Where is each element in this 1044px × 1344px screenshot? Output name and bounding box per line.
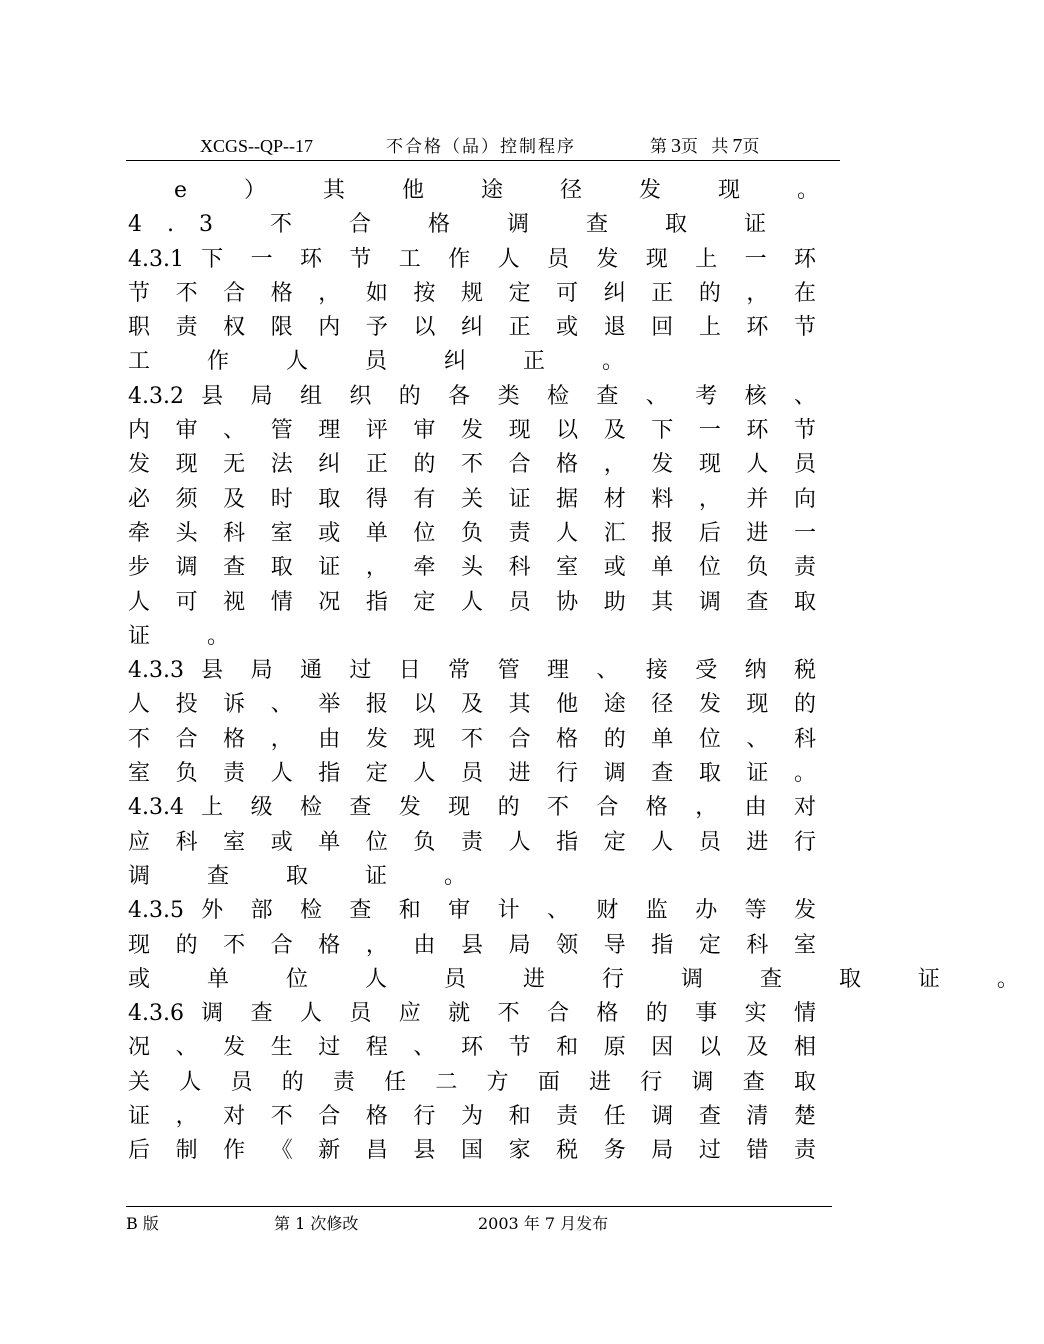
text-line: 节 不 合 格 ， 如 按 规 定 可 纠 正 的 ， 在: [128, 280, 816, 306]
document-title: 不合格（品）控制程序: [386, 137, 576, 157]
release-date: 2003 年 7 月发布: [478, 1214, 609, 1233]
edition-label: B 版: [126, 1214, 159, 1233]
text-line: 4.3.3 县 局 通 过 日 常 管 理 、 接 受 纳 税: [128, 658, 816, 684]
text-line: 发 现 无 法 纠 正 的 不 合 格 ， 发 现 人 员: [128, 452, 816, 478]
text-line: 步 调 查 取 证 ， 牵 头 科 室 或 单 位 负 责: [128, 555, 816, 581]
page-total: 7: [732, 135, 743, 157]
text-line: 牵 头 科 室 或 单 位 负 责 人 汇 报 后 进 一: [128, 520, 816, 546]
text-line: 不 合 格 ， 由 发 现 不 合 格 的 单 位 、 科: [128, 726, 816, 752]
text-line: 4.3.2 县 局 组 织 的 各 类 检 查 、 考 核 、: [128, 383, 816, 409]
page-mid: 页 共: [681, 137, 733, 157]
page-current: 3: [671, 135, 681, 157]
text-line: 职 责 权 限 内 予 以 纠 正 或 退 回 上 环 节: [128, 315, 816, 341]
text-line: 工 作 人 员 纠 正 。: [128, 349, 649, 375]
text-line: 证 ， 对 不 合 格 行 为 和 责 任 调 查 清 楚: [128, 1104, 816, 1130]
document-code: XCGS--QP--17: [200, 136, 314, 156]
text-line: 关 人 员 的 责 任 二 方 面 进 行 调 查 取: [128, 1069, 816, 1095]
text-line: 4.3.5 外 部 检 查 和 审 计 、 财 监 办 等 发: [128, 898, 816, 924]
text-line: 4.3.6 调 查 人 员 应 就 不 合 格 的 事 实 情: [128, 1001, 816, 1027]
text-line: e ） 其 他 途 径 发 现 。: [174, 178, 844, 203]
text-line: 室 负 责 人 指 定 人 员 进 行 调 查 取 证 。: [128, 761, 816, 787]
text-line: 应 科 室 或 单 位 负 责 人 指 定 人 员 进 行: [128, 829, 816, 855]
text-line: 4.3.1 下 一 环 节 工 作 人 员 发 现 上 一 环: [128, 246, 816, 272]
text-line: 证 。: [128, 623, 254, 649]
page-suffix: 页: [742, 137, 764, 157]
text-line: 后 制 作 《 新 昌 县 国 家 税 务 局 过 错 责: [128, 1138, 816, 1164]
text-line: 况 、 发 生 过 程 、 环 节 和 原 因 以 及 相: [128, 1035, 816, 1061]
page-footer: [126, 1206, 832, 1237]
text-line: 或 单 位 人 员 进 行 调 查 取 证 。: [128, 966, 1044, 992]
page-header: [126, 130, 840, 161]
page-indicator: [650, 132, 763, 158]
document-body: [128, 174, 1044, 1169]
text-line: 调 查 取 证 。: [128, 863, 491, 889]
page-prefix: 第: [650, 137, 671, 157]
text-line: 现 的 不 合 格 ， 由 县 局 领 导 指 定 科 室: [128, 932, 816, 958]
text-line: 人 可 视 情 况 指 定 人 员 协 助 其 调 查 取: [128, 589, 816, 615]
text-line: 内 审 、 管 理 评 审 发 现 以 及 下 一 环 节: [128, 418, 816, 444]
revision-label: 第 1 次修改: [274, 1214, 359, 1233]
section-heading: 4.3 不 合 格 调 查 取 证: [128, 212, 791, 238]
text-line: 必 须 及 时 取 得 有 关 证 据 材 料 ， 并 向: [128, 486, 816, 512]
text-line: 人 投 诉 、 举 报 以 及 其 他 途 径 发 现 的: [128, 692, 816, 718]
text-line: 4.3.4 上 级 检 查 发 现 的 不 合 格 ， 由 对: [128, 795, 816, 821]
